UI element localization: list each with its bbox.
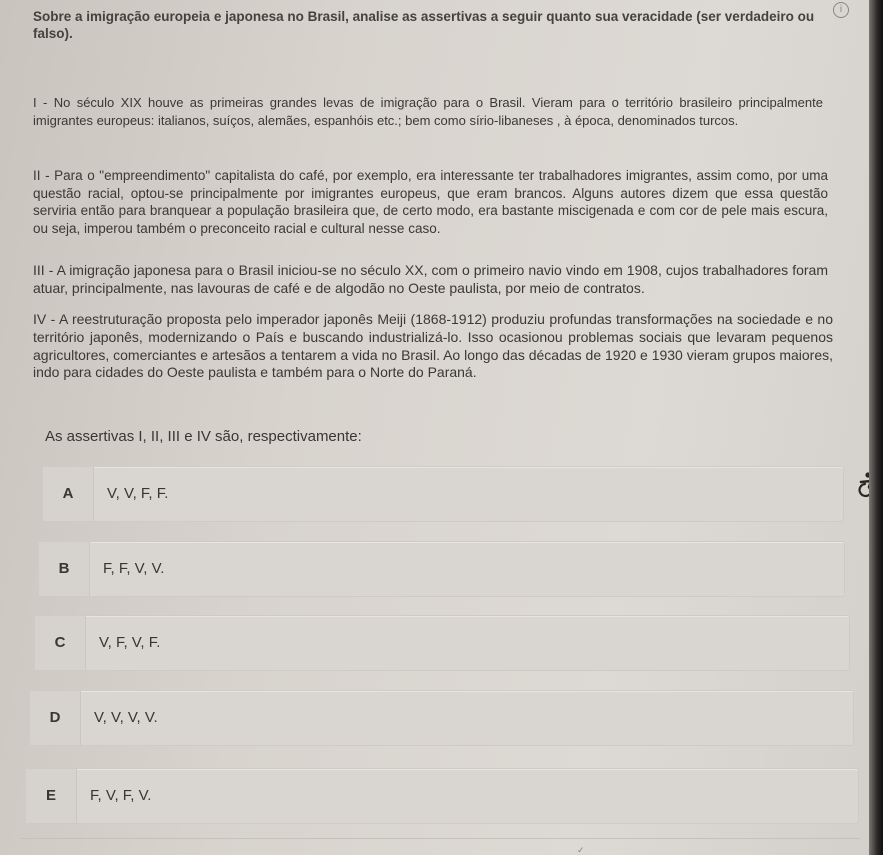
info-icon[interactable]: i [833, 2, 849, 18]
option-text: V, V, V, V. [94, 709, 158, 726]
screen-edge [869, 0, 883, 855]
assertion-3: III - A imigração japonesa para o Brasil iniciou-se no século XX, com o primeiro navio vindo em 1908, cujos trabalhadores foram atuar, principalmente, nas lavouras de café e de algodão no Oeste paulista, por meio de contratos. [33, 262, 828, 296]
check-icon: ✓ [577, 845, 585, 855]
option-d[interactable] [29, 690, 854, 746]
assertion-2: II - Para o "empreendimento" capitalista do café, por exemplo, era interessante ter trabalhadores imigrantes, assim como, por uma questão racial, optou-se principalmente por imigrantes europeus, que eram brancos. Alguns autores dizem que essa questão serviria então para branquear a população brasileira que, de certo modo, era bastante miscigenada e com cor de pele mais escura, ou seja, imperou também o preconceito racial e cultural nesse caso. [33, 168, 828, 236]
option-a[interactable] [42, 466, 844, 522]
option-text: F, F, V, V. [103, 560, 165, 577]
assertion-4: IV - A reestruturação proposta pelo imperador japonês Meiji (1868-1912) produziu profundas transformações na sociedade e no território japonês, modernizando o País e buscando industrializá-lo. Isso ocasionou problemas sociais que levaram pequenos agricultores, comerciantes e artesãos a tentarem a vida no Brasil. Ao longo das décadas de 1920 e 1930 vieram grupos maiores, indo para cidades do Oeste paulista e também para o Norte do Paraná. [33, 311, 834, 381]
option-c[interactable] [34, 615, 850, 671]
option-letter-box [43, 467, 94, 521]
question-prompt: As assertivas I, II, III e IV são, respectivamente: [45, 428, 362, 445]
option-text: V, V, F, F. [107, 485, 169, 502]
option-text: F, V, F, V. [90, 787, 152, 804]
option-letter: A [62, 485, 74, 502]
option-letter: B [58, 560, 70, 577]
question-intro: Sobre a imigração europeia e japonesa no Brasil, analise as assertivas a seguir quanto sua veracidade (ser verdadeiro ou falso). [33, 9, 815, 41]
option-letter-box [30, 691, 81, 745]
option-letter-box [35, 616, 86, 670]
option-letter: D [49, 709, 61, 726]
option-letter: C [54, 634, 66, 651]
assertion-1: I - No século XIX houve as primeiras grandes levas de imigração para o Brasil. Vieram para o território brasileiro principalmente imigrantes europeus: italianos, suíços, alemães, espanhóis etc.; bem como sírio-libaneses , à época, denominados turcos. [33, 95, 823, 128]
option-letter: E [45, 787, 56, 804]
option-letter-box [39, 542, 90, 596]
option-b[interactable] [38, 541, 845, 597]
option-letter-box [26, 769, 77, 823]
option-text: V, F, V, F. [99, 634, 161, 651]
option-e[interactable] [25, 768, 859, 824]
divider [20, 838, 860, 839]
